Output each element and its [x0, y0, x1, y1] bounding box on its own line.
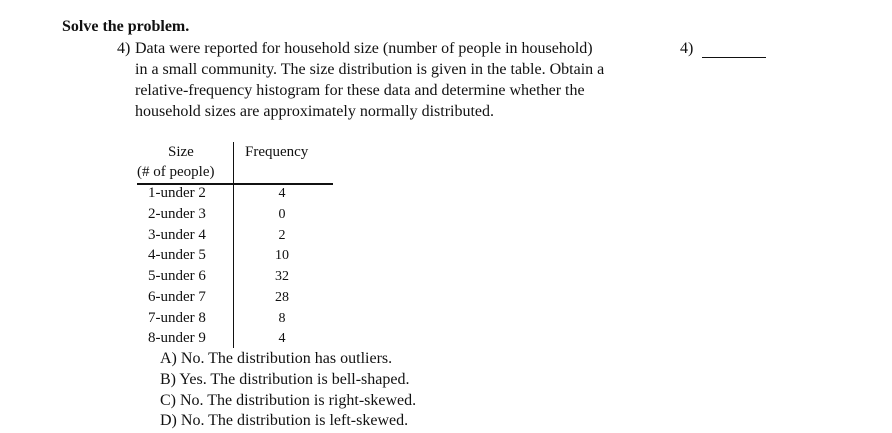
table-row-frequency: 32 [275, 269, 289, 284]
answer-blank-line[interactable] [702, 57, 766, 58]
choice-b[interactable]: B) Yes. The distribution is bell-shaped. [160, 371, 410, 388]
question-text-line-2: in a small community. The size distribution is given in the table. Obtain a [135, 61, 605, 78]
table-row-size: 2-under 3 [148, 206, 206, 222]
section-heading: Solve the problem. [62, 18, 190, 35]
question-number: 4) [117, 40, 131, 57]
table-row-frequency: 8 [278, 311, 286, 326]
table-vertical-rule [233, 142, 234, 348]
table-row-frequency: 10 [275, 248, 289, 263]
question-text-line-1: Data were reported for household size (number of people in household) [135, 40, 593, 57]
question-text-line-3: relative-frequency histogram for these data and determine whether the [135, 82, 585, 99]
table-row-size: 1-under 2 [148, 185, 206, 201]
choice-d[interactable]: D) No. The distribution is left-skewed. [160, 412, 409, 429]
table-row-size: 5-under 6 [148, 268, 206, 284]
table-row-frequency: 0 [278, 207, 286, 222]
table-row-frequency: 2 [278, 228, 286, 243]
size-column-subheader: (# of people) [137, 164, 215, 180]
table-row-size: 6-under 7 [148, 289, 206, 305]
size-column-header: Size [168, 144, 194, 160]
answer-number-label: 4) [680, 40, 694, 57]
table-row-frequency: 4 [278, 331, 286, 346]
table-row-size: 8-under 9 [148, 330, 206, 346]
table-row-size: 7-under 8 [148, 310, 206, 326]
table-row-size: 3-under 4 [148, 227, 206, 243]
table-row-size: 4-under 5 [148, 247, 206, 263]
frequency-column-header: Frequency [245, 144, 309, 160]
table-row-frequency: 28 [275, 290, 289, 305]
choice-a[interactable]: A) No. The distribution has outliers. [160, 350, 393, 367]
table-row-frequency: 4 [278, 186, 286, 201]
question-text-line-4: household sizes are approximately normally distributed. [135, 103, 495, 120]
choice-c[interactable]: C) No. The distribution is right-skewed. [160, 392, 417, 409]
